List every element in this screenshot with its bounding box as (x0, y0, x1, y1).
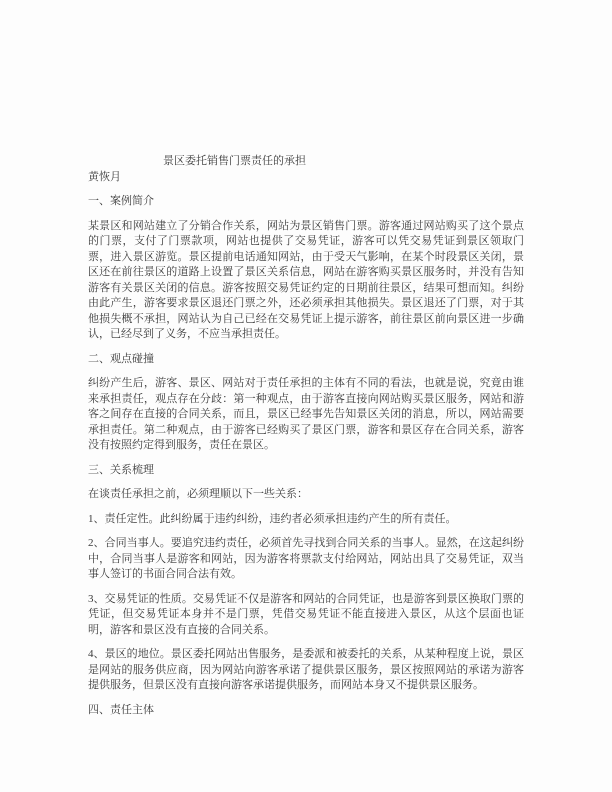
section-heading: 一、案例简介 (88, 195, 154, 207)
document-content (88, 154, 524, 727)
paragraph: 在谈责任承担之前，必须理顺以下一些关系： (88, 488, 308, 500)
paragraph: 某景区和网站建立了分销合作关系，网站为景区销售门票。游客通过网站购买了这个景点的门票，支付了门票款项，网站也提供了交易凭证，游客可以凭交易凭证到景区领取门票，进入景区游览。景区提前电话通知网站，由于受天气影响，在某个时段景区关闭，景区还在前往景区的道路上设置了景区关系信息，网站在游客购买景区服务时，并没有告知游客有关景区关闭的信息。游客按照交易凭证约定的日期前往景区，结果可想而知。纠纷由此产生，游客要求景区退还门票之外，还必须承担其他损失。景区退还了门票，对于其他损失概不承担，网站认为自己已经在交易凭证上提示游客，前往景区前向景区进一步确认，已经尽到了义务，不应当承担责任。 (88, 219, 524, 340)
paragraph: 2、合同当事人。要追究违约责任，必须首先寻找到合同关系的当事人。显然，在这起纠纷中，合同当事人是游客和网站，因为游客将票款支付给网站，网站出具了交易凭证，双当事人签订的书面合同合法有效。 (88, 537, 524, 580)
document-body (88, 194, 524, 718)
section-heading: 三、关系梳理 (88, 463, 154, 476)
paragraph: 3、交易凭证的性质。交易凭证不仅是游客和网站的合同凭证，也是游客到景区换取门票的凭证，但交易凭证本身并不是门票，凭借交易凭证不能直接进入景区，从这个层面也证明，游客和景区没有直接的合同关系。 (88, 592, 524, 636)
paragraph: 4、景区的地位。景区委托网站出售服务，是委派和被委托的关系，从某种程度上说，景区是网站的服务供应商，因为网站向游客承诺了提供景区服务，景区按照网站的承诺为游客提供服务，但景区没有直接向游客承诺提供服务，而网站本身又不提供景区服务。 (88, 648, 524, 691)
document-title: 景区委托销售门票责任的承担 (163, 155, 306, 167)
paragraph: 纠纷产生后，游客、景区、网站对于责任承担的主体有不同的看法，也就是说，究竟由谁来承担责任，观点存在分歧：第一种观点，由于游客直接向网站购买景区服务，网站和游客之间存在直接的合同关系，而且，景区已经事先告知景区关闭的消息，所以，网站需要承担责任。第二种观点，由于游客已经购买了景区门票，游客和景区存在合同关系，游客没有按照约定得到服务，责任在景区。 (88, 377, 524, 451)
section-heading: 四、责任主体 (88, 703, 154, 716)
paragraph: 1、责任定性。此纠纷属于违约纠纷，违约者必须承担违约产生的所有责任。 (88, 512, 457, 525)
section-heading: 二、观点碰撞 (88, 352, 154, 365)
author-name: 黄恢月 (88, 170, 121, 183)
